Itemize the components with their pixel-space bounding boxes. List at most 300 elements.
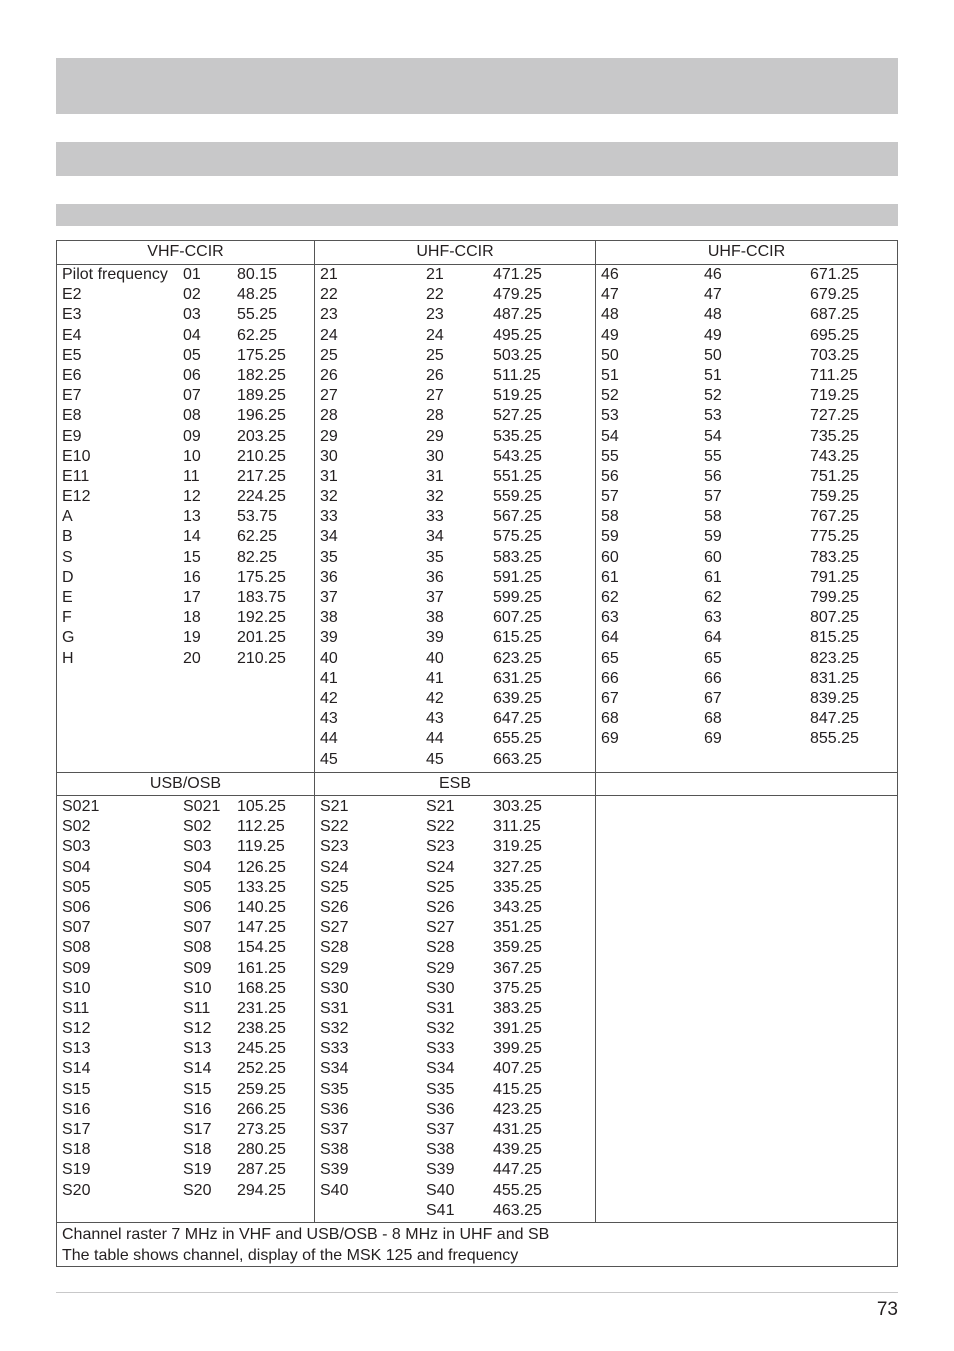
table-row — [320, 898, 593, 918]
frequency-cell: 799.25 — [810, 589, 859, 606]
header-band-large — [56, 58, 898, 114]
table-row — [62, 1181, 312, 1201]
table-row — [320, 487, 593, 507]
display-cell: 12 — [183, 488, 201, 506]
display-cell: 28 — [426, 407, 444, 425]
channel-cell: D — [62, 568, 74, 586]
display-cell: 38 — [426, 609, 444, 627]
channel-cell: 56 — [601, 467, 619, 485]
frequency-cell: 423.25 — [493, 1100, 542, 1118]
display-cell: 65 — [704, 649, 722, 667]
display-cell: S23 — [426, 838, 455, 856]
frequency-cell: 327.25 — [493, 858, 542, 876]
display-cell: S07 — [183, 919, 212, 937]
header-uhf-ccir-1: UHF-CCIR — [416, 243, 494, 260]
table-row — [601, 527, 895, 547]
table-row — [320, 1160, 593, 1180]
table-row — [62, 568, 312, 588]
display-cell: 45 — [426, 750, 444, 768]
frequency-cell: 266.25 — [237, 1100, 286, 1118]
display-cell: 55 — [704, 447, 722, 465]
table-row — [62, 366, 312, 386]
channel-cell: E6 — [62, 366, 82, 384]
display-cell: 64 — [704, 629, 722, 647]
table-row — [320, 858, 593, 878]
frequency-cell: 807.25 — [810, 609, 859, 627]
table-row — [320, 548, 593, 568]
channel-cell: E — [62, 589, 73, 606]
table-row — [601, 709, 895, 729]
channel-cell: S35 — [320, 1080, 349, 1098]
table-row — [601, 669, 895, 689]
table-row — [320, 1140, 593, 1160]
channel-cell: 41 — [320, 669, 338, 687]
table-row — [601, 729, 895, 749]
frequency-cell: 343.25 — [493, 898, 542, 916]
table-row — [62, 999, 312, 1019]
frequency-cell: 743.25 — [810, 447, 859, 465]
frequency-cell: 133.25 — [237, 878, 286, 896]
channel-cell: S34 — [320, 1060, 349, 1078]
frequency-cell: 479.25 — [493, 286, 542, 304]
display-cell: S021 — [183, 798, 221, 815]
display-cell: 59 — [704, 528, 722, 546]
display-cell: 42 — [426, 689, 444, 707]
display-cell: 41 — [426, 669, 444, 687]
table-row — [320, 1080, 593, 1100]
display-cell: 24 — [426, 326, 444, 344]
table-row — [62, 608, 312, 628]
channel-cell: S15 — [62, 1080, 91, 1098]
channel-cell: S21 — [320, 798, 349, 815]
table-row — [320, 878, 593, 898]
display-cell: 68 — [704, 710, 722, 728]
table-row — [320, 1120, 593, 1140]
frequency-cell: 375.25 — [493, 979, 542, 997]
table-row — [601, 689, 895, 709]
channel-cell: S30 — [320, 979, 349, 997]
channel-cell: 37 — [320, 589, 338, 606]
table-row — [62, 628, 312, 648]
table-row — [62, 898, 312, 918]
table-row — [320, 1039, 593, 1059]
display-cell: S03 — [183, 838, 212, 856]
display-cell: 36 — [426, 568, 444, 586]
channel-cell: S13 — [62, 1040, 91, 1058]
channel-cell: 34 — [320, 528, 338, 546]
channel-cell: 32 — [320, 488, 338, 506]
display-cell: 67 — [704, 689, 722, 707]
channel-cell: S39 — [320, 1161, 349, 1179]
frequency-cell: 224.25 — [237, 488, 286, 506]
table-row — [62, 1140, 312, 1160]
table-row — [62, 1080, 312, 1100]
frequency-cell: 455.25 — [493, 1181, 542, 1199]
table-row — [320, 1100, 593, 1120]
display-cell: S15 — [183, 1080, 212, 1098]
display-cell: S41 — [426, 1201, 455, 1219]
channel-cell: S08 — [62, 939, 91, 957]
display-cell: 54 — [704, 427, 722, 445]
frequency-cell: 175.25 — [237, 568, 286, 586]
frequency-cell: 140.25 — [237, 898, 286, 916]
frequency-cell: 439.25 — [493, 1141, 542, 1159]
table-row — [601, 366, 895, 386]
display-cell: 26 — [426, 366, 444, 384]
table-row — [320, 447, 593, 467]
frequency-cell: 351.25 — [493, 919, 542, 937]
channel-cell: S33 — [320, 1040, 349, 1058]
channel-cell: E11 — [62, 467, 90, 485]
frequency-cell: 639.25 — [493, 689, 542, 707]
channel-cell: S23 — [320, 838, 349, 856]
table-row — [62, 507, 312, 527]
header-vhf-ccir: VHF-CCIR — [147, 243, 224, 260]
channel-cell: 65 — [601, 649, 619, 667]
channel-cell: S27 — [320, 919, 349, 937]
display-cell: 58 — [704, 508, 722, 526]
channel-cell: 31 — [320, 467, 338, 485]
frequency-cell: 719.25 — [810, 387, 859, 405]
display-cell: S10 — [183, 979, 212, 997]
header-esb: ESB — [438, 775, 471, 792]
display-cell: S35 — [426, 1080, 455, 1098]
table-row — [62, 979, 312, 999]
frequency-cell: 583.25 — [493, 548, 542, 566]
channel-cell: E10 — [62, 447, 91, 465]
frequency-cell: 671.25 — [810, 266, 859, 283]
table-row — [320, 750, 593, 770]
table-row — [320, 1059, 593, 1079]
channel-cell: S06 — [62, 898, 91, 916]
channel-cell: 68 — [601, 710, 619, 728]
frequency-cell: 775.25 — [810, 528, 859, 546]
display-cell: S32 — [426, 1020, 455, 1038]
display-cell: 29 — [426, 427, 444, 445]
frequency-cell: 231.25 — [237, 999, 286, 1017]
channel-cell: S10 — [62, 979, 91, 997]
table-row — [601, 568, 895, 588]
display-cell: 02 — [183, 286, 201, 304]
channel-cell: S021 — [62, 798, 100, 815]
table-row — [62, 487, 312, 507]
table-row — [62, 797, 312, 817]
table-row — [320, 959, 593, 979]
channel-cell: S32 — [320, 1020, 349, 1038]
display-cell: S22 — [426, 818, 455, 836]
table-row — [320, 979, 593, 999]
table-row — [320, 285, 593, 305]
display-cell: 56 — [704, 467, 722, 485]
display-cell: S31 — [426, 999, 455, 1017]
frequency-cell: 217.25 — [237, 467, 286, 485]
table-row — [62, 1100, 312, 1120]
table-row — [62, 938, 312, 958]
display-cell: 69 — [704, 730, 722, 748]
channel-cell: H — [62, 649, 74, 667]
frequency-cell: 62.25 — [237, 326, 278, 344]
table-row — [601, 346, 895, 366]
channel-cell: S02 — [62, 818, 91, 836]
display-cell: S40 — [426, 1181, 455, 1199]
table-row — [62, 427, 312, 447]
table-row — [62, 649, 312, 669]
frequency-cell: 559.25 — [493, 488, 542, 506]
frequency-cell: 203.25 — [237, 427, 286, 445]
display-cell: 15 — [183, 548, 201, 566]
frequency-cell: 105.25 — [237, 798, 286, 815]
display-cell: 39 — [426, 629, 444, 647]
channel-cell: E9 — [62, 427, 82, 445]
display-cell: 31 — [426, 467, 444, 485]
display-cell: S18 — [183, 1141, 212, 1159]
channel-cell: S20 — [62, 1181, 91, 1199]
frequency-cell: 527.25 — [493, 407, 542, 425]
display-cell: S38 — [426, 1141, 455, 1159]
frequency-cell: 591.25 — [493, 568, 542, 586]
channel-cell: 44 — [320, 730, 338, 748]
display-cell: S20 — [183, 1181, 212, 1199]
frequency-cell: 783.25 — [810, 548, 859, 566]
channel-cell: S07 — [62, 919, 91, 937]
table-row — [62, 305, 312, 325]
display-cell: S14 — [183, 1060, 212, 1078]
display-cell: S27 — [426, 919, 455, 937]
channel-cell: 26 — [320, 366, 338, 384]
display-cell: 51 — [704, 366, 722, 384]
display-cell: 04 — [183, 326, 201, 344]
table-row — [62, 1059, 312, 1079]
frequency-cell: 175.25 — [237, 346, 286, 364]
display-cell: 22 — [426, 286, 444, 304]
channel-cell: S29 — [320, 959, 349, 977]
table-row — [62, 1160, 312, 1180]
channel-cell: B — [62, 528, 73, 546]
display-cell: 37 — [426, 589, 444, 606]
display-cell: S02 — [183, 818, 212, 836]
channel-cell: E12 — [62, 488, 91, 506]
frequency-cell: 303.25 — [493, 798, 542, 815]
frequency-cell: 759.25 — [810, 488, 859, 506]
display-cell: S34 — [426, 1060, 455, 1078]
frequency-cell: 847.25 — [810, 710, 859, 728]
frequency-cell: 168.25 — [237, 979, 286, 997]
frequency-cell: 287.25 — [237, 1161, 286, 1179]
frequency-cell: 259.25 — [237, 1080, 286, 1098]
frequency-cell: 201.25 — [237, 629, 286, 647]
frequency-cell: 487.25 — [493, 306, 542, 324]
usb-osb-list — [62, 797, 312, 1201]
display-cell: 27 — [426, 387, 444, 405]
table-row — [320, 346, 593, 366]
display-cell: 62 — [704, 589, 722, 606]
display-cell: S33 — [426, 1040, 455, 1058]
channel-cell: 47 — [601, 286, 619, 304]
frequency-cell: 280.25 — [237, 1141, 286, 1159]
frequency-cell: 294.25 — [237, 1181, 286, 1199]
frequency-cell: 647.25 — [493, 710, 542, 728]
frequency-cell: 407.25 — [493, 1060, 542, 1078]
frequency-cell: 815.25 — [810, 629, 859, 647]
table-row — [62, 548, 312, 568]
column-divider-2 — [595, 241, 596, 1222]
channel-cell: E4 — [62, 326, 82, 344]
table-row — [320, 386, 593, 406]
display-cell: 14 — [183, 528, 201, 546]
display-cell: 25 — [426, 346, 444, 364]
frequency-cell: 543.25 — [493, 447, 542, 465]
channel-cell: S24 — [320, 858, 349, 876]
channel-cell: S19 — [62, 1161, 91, 1179]
table-row — [601, 305, 895, 325]
display-cell: 16 — [183, 568, 201, 586]
table-row — [601, 386, 895, 406]
table-row — [601, 588, 895, 608]
table-row — [320, 326, 593, 346]
table-row — [320, 588, 593, 608]
channel-cell: S03 — [62, 838, 91, 856]
table-row — [320, 1019, 593, 1039]
table-row — [62, 285, 312, 305]
table-row — [601, 406, 895, 426]
frequency-cell: 567.25 — [493, 508, 542, 526]
display-cell: 20 — [183, 649, 201, 667]
table-row — [320, 689, 593, 709]
frequency-cell: 599.25 — [493, 589, 542, 606]
table-row — [601, 628, 895, 648]
frequency-cell: 607.25 — [493, 609, 542, 627]
channel-cell: 60 — [601, 548, 619, 566]
frequency-cell: 447.25 — [493, 1161, 542, 1179]
display-cell: 33 — [426, 508, 444, 526]
channel-cell: 67 — [601, 689, 619, 707]
channel-cell: 28 — [320, 407, 338, 425]
frequency-cell: 735.25 — [810, 427, 859, 445]
display-cell: S21 — [426, 798, 455, 815]
frequency-cell: 679.25 — [810, 286, 859, 304]
channel-cell: 59 — [601, 528, 619, 546]
table-row — [320, 817, 593, 837]
table-row — [320, 568, 593, 588]
channel-cell: E2 — [62, 286, 82, 304]
frequency-cell: 663.25 — [493, 750, 542, 768]
channel-cell: S37 — [320, 1121, 349, 1138]
display-cell: 52 — [704, 387, 722, 405]
uhf-ccir-list-1 — [320, 265, 593, 770]
table-row — [320, 305, 593, 325]
frequency-cell: 319.25 — [493, 838, 542, 856]
channel-cell: S36 — [320, 1100, 349, 1118]
display-cell: 17 — [183, 589, 201, 606]
channel-frequency-table — [56, 240, 898, 1267]
table-row — [62, 1039, 312, 1059]
display-cell: 08 — [183, 407, 201, 425]
header-divider-bottom — [57, 795, 897, 796]
note-table-description: The table shows channel, display of the MSK 125 and frequency — [62, 1247, 519, 1264]
channel-cell: F — [62, 609, 72, 627]
frequency-cell: 495.25 — [493, 326, 542, 344]
frequency-cell: 855.25 — [810, 730, 859, 748]
page-number: 73 — [876, 1299, 898, 1320]
display-cell: 46 — [704, 266, 722, 283]
channel-cell: S28 — [320, 939, 349, 957]
display-cell: S26 — [426, 898, 455, 916]
table-row — [601, 608, 895, 628]
channel-cell: G — [62, 629, 75, 647]
frequency-cell: 839.25 — [810, 689, 859, 707]
display-cell: S13 — [183, 1040, 212, 1058]
table-row — [601, 487, 895, 507]
channel-cell: 39 — [320, 629, 338, 647]
table-row — [320, 406, 593, 426]
display-cell: 07 — [183, 387, 201, 405]
frequency-cell: 631.25 — [493, 669, 542, 687]
display-cell: S09 — [183, 959, 212, 977]
frequency-cell: 383.25 — [493, 999, 542, 1017]
table-row — [320, 1181, 593, 1201]
display-cell: 03 — [183, 306, 201, 324]
uhf-ccir-list-2 — [601, 265, 895, 750]
channel-cell: S05 — [62, 878, 91, 896]
frequency-cell: 751.25 — [810, 467, 859, 485]
display-cell: 10 — [183, 447, 201, 465]
table-row — [62, 467, 312, 487]
display-cell: 57 — [704, 488, 722, 506]
table-row — [320, 837, 593, 857]
channel-cell: 36 — [320, 568, 338, 586]
channel-cell: 69 — [601, 730, 619, 748]
frequency-cell: 399.25 — [493, 1040, 542, 1058]
display-cell: S29 — [426, 959, 455, 977]
channel-cell: 55 — [601, 447, 619, 465]
frequency-cell: 727.25 — [810, 407, 859, 425]
vhf-ccir-list — [62, 265, 312, 669]
frequency-cell: 535.25 — [493, 427, 542, 445]
channel-cell: S16 — [62, 1100, 91, 1118]
frequency-cell: 161.25 — [237, 959, 286, 977]
channel-cell: 22 — [320, 286, 338, 304]
frequency-cell: 210.25 — [237, 649, 286, 667]
table-row — [601, 507, 895, 527]
display-cell: 66 — [704, 669, 722, 687]
table-row — [601, 326, 895, 346]
frequency-cell: 471.25 — [493, 266, 542, 283]
esb-list — [320, 797, 593, 1221]
frequency-cell: 575.25 — [493, 528, 542, 546]
frequency-cell: 695.25 — [810, 326, 859, 344]
frequency-cell: 154.25 — [237, 939, 286, 957]
header-uhf-ccir-2: UHF-CCIR — [707, 243, 786, 260]
channel-cell: 54 — [601, 427, 619, 445]
frequency-cell: 53.75 — [237, 508, 278, 526]
table-row — [320, 265, 593, 285]
display-cell: 35 — [426, 548, 444, 566]
frequency-cell: 119.25 — [237, 838, 285, 856]
display-cell: 48 — [704, 306, 722, 324]
frequency-cell: 367.25 — [493, 959, 542, 977]
table-row — [601, 285, 895, 305]
table-row — [601, 467, 895, 487]
footer-rule — [56, 1292, 898, 1293]
display-cell: S06 — [183, 898, 212, 916]
header-band-small — [56, 204, 898, 226]
frequency-cell: 655.25 — [493, 730, 542, 748]
channel-cell: 27 — [320, 387, 338, 405]
display-cell: 61 — [704, 568, 722, 586]
frequency-cell: 519.25 — [493, 387, 542, 405]
display-cell: S17 — [183, 1121, 212, 1138]
table-row — [62, 265, 312, 285]
